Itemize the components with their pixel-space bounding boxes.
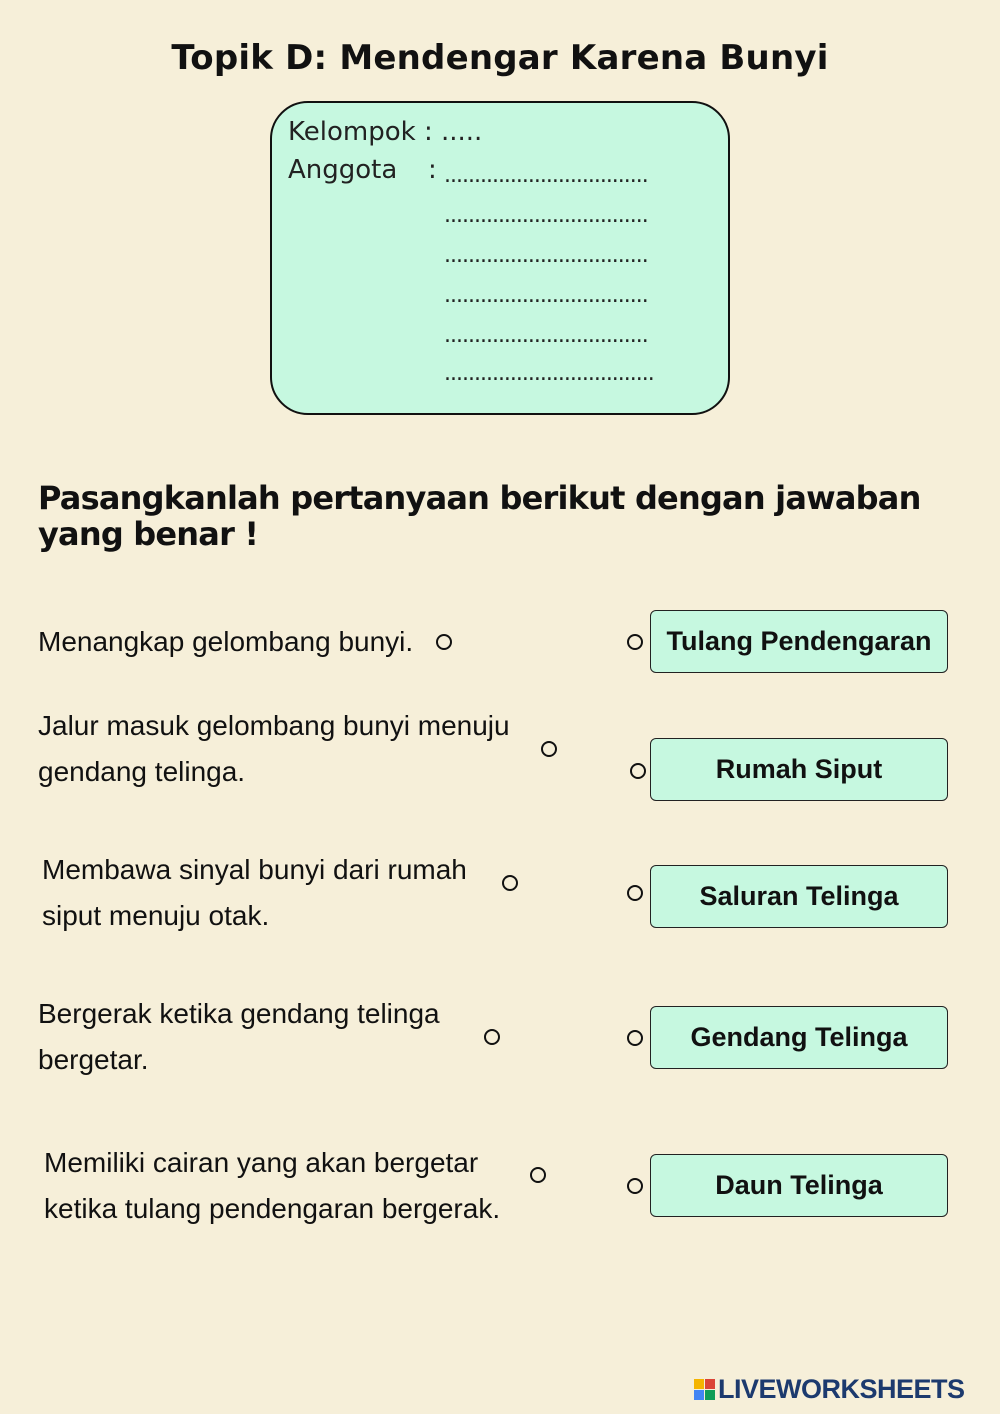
answer-box-4[interactable]: Gendang Telinga — [650, 1006, 948, 1069]
answer-box-5[interactable]: Daun Telinga — [650, 1154, 948, 1217]
question-1-line-1: Menangkap gelombang bunyi. — [38, 626, 414, 657]
member-line-4[interactable]: .................................. — [444, 283, 648, 308]
question-4 — [38, 991, 440, 1083]
question-1 — [38, 619, 413, 665]
group-info-box — [270, 101, 730, 415]
question-5-line-1: Memiliki cairan yang akan bergetar — [44, 1147, 479, 1178]
question-2-line-1: Jalur masuk gelombang bunyi menuju — [38, 710, 510, 741]
question-4-line-1: Bergerak ketika gendang telinga — [38, 998, 440, 1029]
kelompok-label: Kelompok : ..... — [288, 117, 483, 147]
answer-box-3[interactable]: Saluran Telinga — [650, 865, 948, 928]
anggota-colon: : — [428, 155, 437, 185]
member-line-3[interactable]: .................................. — [444, 243, 648, 268]
member-line-5[interactable]: .................................. — [444, 323, 648, 348]
logo-text: LIVEWORKSHEETS — [718, 1373, 965, 1404]
question-3-line-2: siput menuju otak. — [42, 900, 270, 931]
question-3-connector[interactable] — [502, 875, 518, 891]
answer-2-connector[interactable] — [630, 763, 646, 779]
instruction-text: Pasangkanlah pertanyaan berikut dengan jawaban yang benar ! — [38, 479, 921, 553]
question-2-line-2: gendang telinga. — [38, 756, 246, 787]
anggota-label: Anggota — [288, 155, 398, 185]
question-5 — [44, 1140, 500, 1232]
question-4-connector[interactable] — [484, 1029, 500, 1045]
member-line-2[interactable]: .................................. — [444, 203, 648, 228]
answer-4-connector[interactable] — [627, 1030, 643, 1046]
answer-box-1[interactable]: Tulang Pendengaran — [650, 610, 948, 673]
member-line-1[interactable]: .................................. — [444, 163, 648, 188]
question-5-connector[interactable] — [530, 1167, 546, 1183]
question-5-line-2: ketika tulang pendengaran bergerak. — [44, 1193, 501, 1224]
logo-grid-icon — [694, 1379, 715, 1400]
question-3-line-1: Membawa sinyal bunyi dari rumah — [42, 854, 467, 885]
question-4-line-2: bergetar. — [38, 1044, 149, 1075]
answer-1-connector[interactable] — [627, 634, 643, 650]
question-3 — [42, 847, 467, 939]
answer-3-connector[interactable] — [627, 885, 643, 901]
answer-box-2[interactable]: Rumah Siput — [650, 738, 948, 801]
page-title: Topik D: Mendengar Karena Bunyi — [171, 38, 829, 78]
question-2-connector[interactable] — [541, 741, 557, 757]
liveworksheets-logo — [694, 1374, 965, 1404]
member-line-6[interactable]: ................................... — [444, 361, 654, 386]
question-1-connector[interactable] — [436, 634, 452, 650]
answer-5-connector[interactable] — [627, 1178, 643, 1194]
question-2 — [38, 703, 510, 795]
